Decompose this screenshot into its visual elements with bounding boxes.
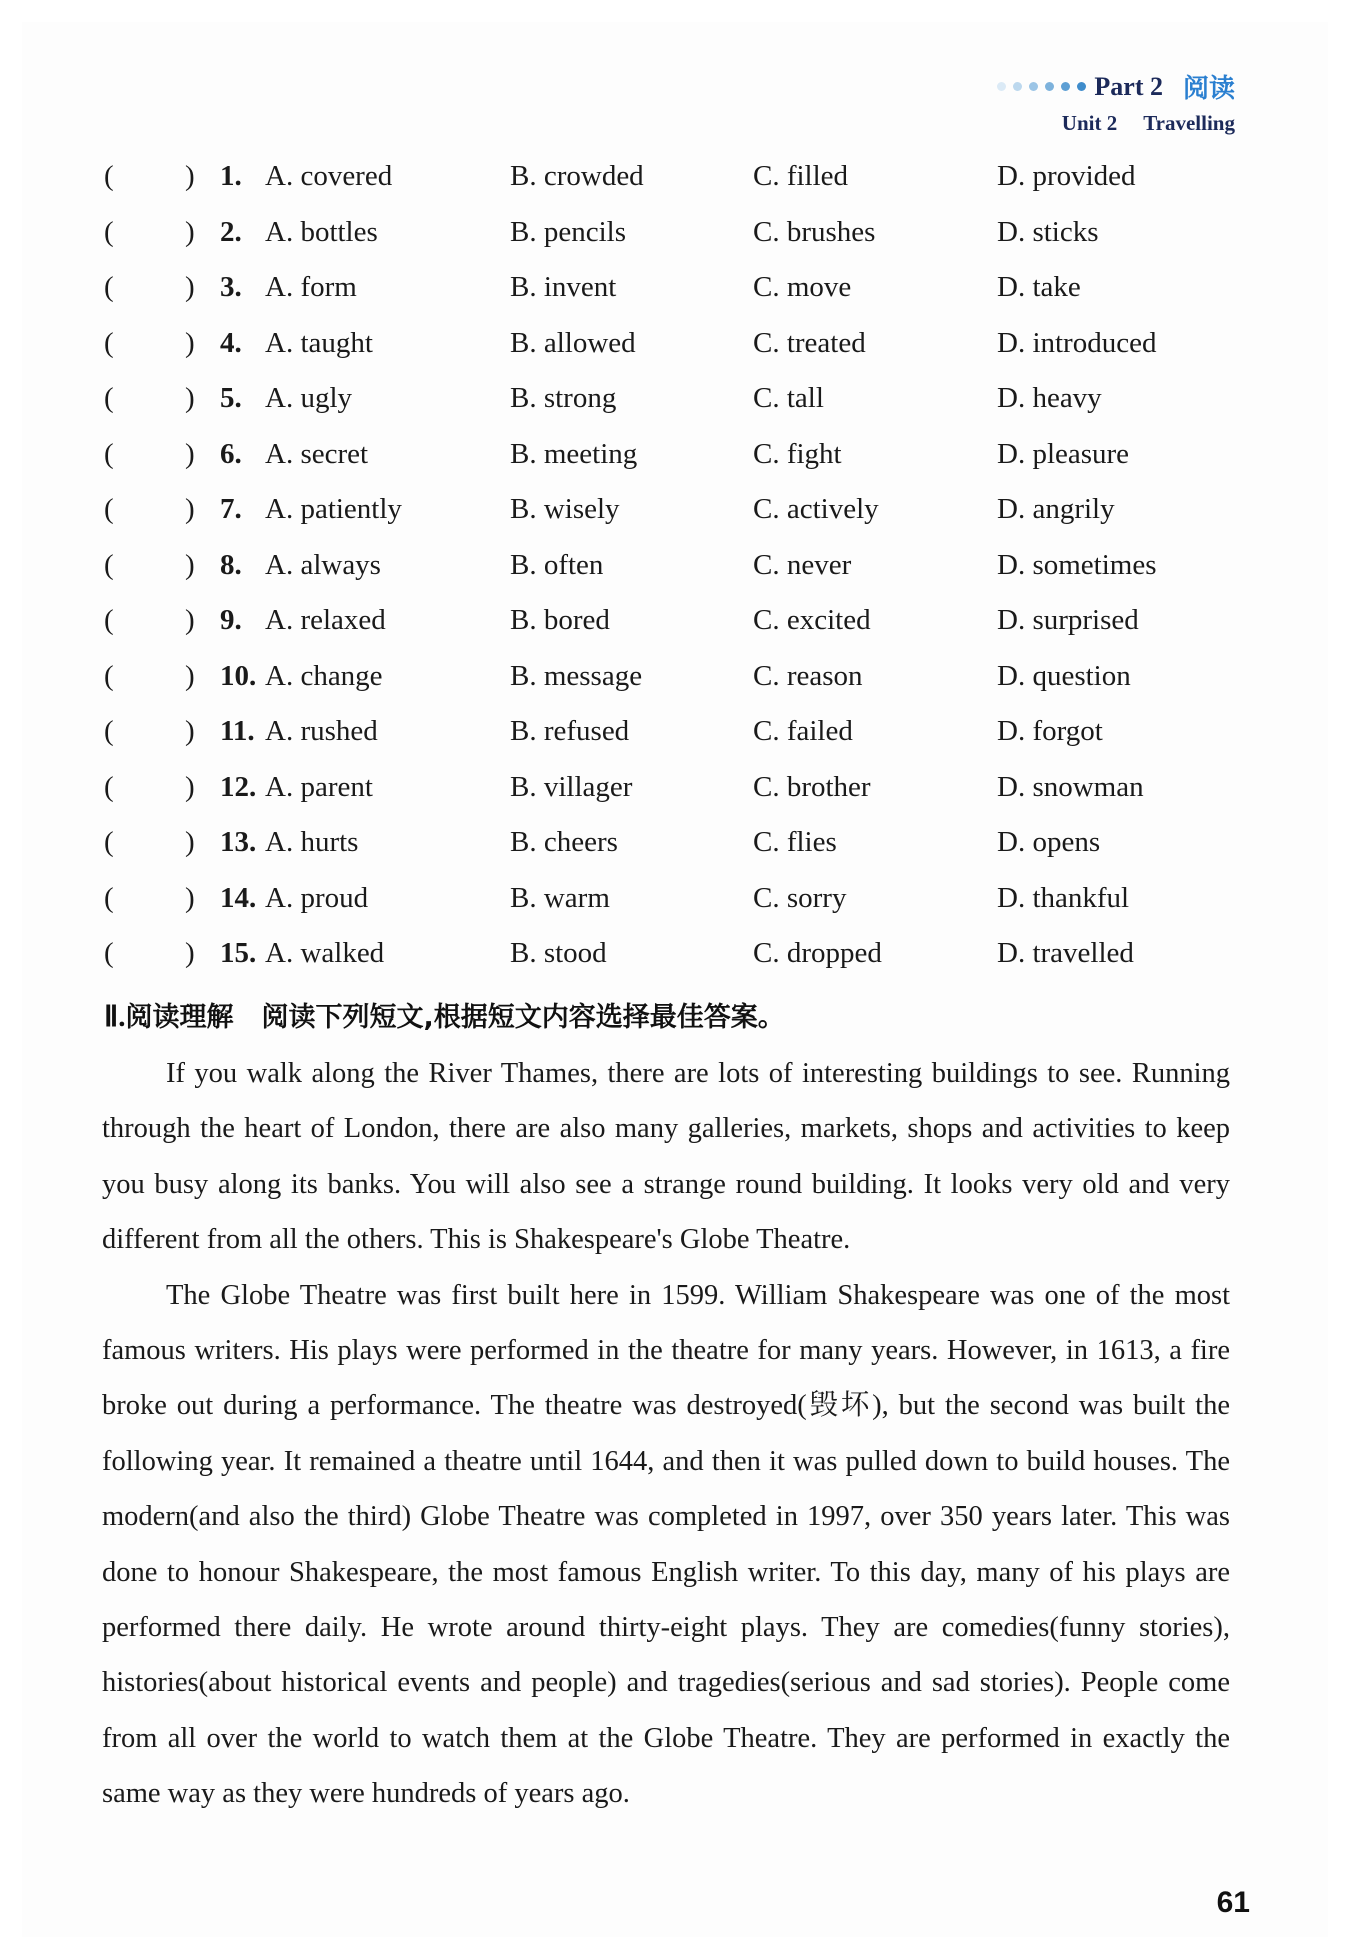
question-number: 5. [220,382,242,414]
option-c: C. move [753,271,852,303]
option-b: B. wisely [510,493,620,525]
question-number: 2. [220,215,242,248]
option-d: D. take [997,271,1081,303]
question-number: 8. [220,548,242,581]
option-b: B. villager [510,770,633,803]
option-a: A. secret [265,437,369,470]
answer-blank-close: ) [185,271,195,303]
question-number: 13. [220,826,257,858]
passage-paragraph: The Globe Theatre was first built here in 1599. William Shakespeare was one of the most famous writers. His plays were performed in the theatre for many years. However, in 1613, a fire broke out during a performance. The theatre was destroyed(毁坏), but the second was built the following year. It remained a theatre until 1644, and then it was pulled down to build houses. The modern(and also the third) Globe Theatre was completed in 1997, over 350 years later. This was done to honour Shakespeare, the most famous English writer. To this day, many of his plays are performed there daily. He wrote around thirty-eight plays. They are comedies(funny stories), histories(about historical events and people) and tragedies(serious and sad stories). People come from all over the world to watch them at the Globe Theatre. They are performed in exactly the same way as they were hundreds of years ago. [102,1279,1230,1810]
unit-label: Unit 2 [1061,111,1118,135]
question-number: 6. [220,437,242,470]
answer-blank-open: ( [104,937,114,969]
question-row [100,549,1240,605]
answer-blank-open: ( [104,160,114,192]
answer-blank-close: ) [185,715,195,747]
option-a: A. proud [265,881,369,914]
option-c: C. sorry [753,881,847,914]
answer-blank-open: ( [104,826,114,858]
answer-blank-close: ) [185,826,195,858]
header-top [990,68,1235,105]
option-d: D. pleasure [997,437,1130,470]
option-a: A. rushed [265,715,378,747]
part-label: Part 2 [1094,71,1163,101]
option-d: D. question [997,659,1131,692]
answer-blank-open: ( [104,271,114,303]
option-a: A. bottles [265,215,378,248]
question-row [100,882,1240,938]
page-header [990,68,1235,136]
option-d: D. snowman [997,770,1144,803]
question-row [100,382,1240,438]
option-c: C. never [753,548,852,581]
question-row [100,660,1240,716]
question-number: 14. [220,881,257,914]
unit-title: Travelling [1143,111,1235,135]
answer-blank-close: ) [185,548,195,581]
option-c: C. reason [753,659,863,692]
dot-icon [997,82,1006,91]
option-b: B. refused [510,715,630,747]
reading-passage [102,1046,1230,1822]
option-a: A. patiently [265,493,402,525]
question-number: 12. [220,770,257,803]
option-c: C. failed [753,715,853,747]
option-c: C. fight [753,437,842,470]
option-a: A. always [265,548,381,581]
option-d: D. sometimes [997,548,1157,581]
section-instruction: 阅读下列短文,根据短文内容选择最佳答案。 [261,1002,785,1033]
answer-blank-close: ) [185,215,195,248]
question-row [100,715,1240,771]
option-c: C. tall [753,382,824,414]
answer-blank-close: ) [185,160,195,192]
answer-blank-open: ( [104,881,114,914]
option-d: D. opens [997,826,1101,858]
option-c: C. brother [753,770,871,803]
question-number: 3. [220,271,242,303]
answer-blank-close: ) [185,604,195,636]
option-b: B. bored [510,604,610,636]
question-row [100,327,1240,383]
section-title: 阅读理解 [125,1002,234,1033]
unit-info [990,111,1235,136]
option-d: D. angrily [997,493,1115,525]
option-a: A. change [265,659,383,692]
option-b: B. invent [510,271,617,303]
part-cn-label: 阅读 [1182,74,1235,104]
question-row [100,771,1240,827]
option-a: A. parent [265,770,373,803]
page-number: 61 [1216,1886,1250,1919]
dot-icon [1045,82,1054,91]
answer-blank-open: ( [104,770,114,803]
question-number: 7. [220,493,242,525]
dot-icon [1029,82,1038,91]
option-d: D. introduced [997,326,1157,359]
question-list [100,160,1240,993]
answer-blank-close: ) [185,326,195,359]
answer-blank-close: ) [185,493,195,525]
answer-blank-open: ( [104,604,114,636]
answer-blank-open: ( [104,326,114,359]
option-c: C. filled [753,160,849,192]
answer-blank-close: ) [185,881,195,914]
option-c: C. excited [753,604,871,636]
option-d: D. sticks [997,215,1099,248]
question-row [100,604,1240,660]
question-row [100,438,1240,494]
passage-paragraph: If you walk along the River Thames, there are lots of interesting buildings to see. Running through the heart of London, there are also many galleries, markets, shops and activities to keep you busy along its banks. You will also see a strange round building. It looks very old and very different from all the others. This is Shakespeare's Globe Theatre. [102,1058,1230,1256]
option-b: B. warm [510,881,610,914]
decorative-dots [990,82,1086,91]
answer-blank-close: ) [185,437,195,470]
option-a: A. walked [265,937,385,969]
question-number: 1. [220,160,242,192]
option-a: A. hurts [265,826,359,858]
answer-blank-open: ( [104,215,114,248]
answer-blank-open: ( [104,548,114,581]
question-number: 9. [220,604,242,636]
option-c: C. treated [753,326,866,359]
question-row [100,493,1240,549]
option-a: A. covered [265,160,393,192]
option-b: B. allowed [510,326,636,359]
question-number: 10. [220,659,257,692]
option-b: B. pencils [510,215,626,248]
option-a: A. relaxed [265,604,386,636]
section-heading [104,995,785,1034]
dot-icon [1077,82,1086,91]
option-d: D. surprised [997,604,1139,636]
dot-icon [1013,82,1022,91]
option-b: B. crowded [510,160,644,192]
option-c: C. brushes [753,215,876,248]
question-row [100,937,1240,993]
option-d: D. forgot [997,715,1103,747]
option-d: D. heavy [997,382,1102,414]
option-d: D. travelled [997,937,1134,969]
answer-blank-close: ) [185,382,195,414]
question-number: 4. [220,326,242,359]
answer-blank-open: ( [104,493,114,525]
option-d: D. thankful [997,881,1130,914]
option-d: D. provided [997,160,1136,192]
option-b: B. often [510,548,604,581]
question-row [100,826,1240,882]
option-b: B. strong [510,382,617,414]
answer-blank-open: ( [104,382,114,414]
option-b: B. meeting [510,437,638,470]
question-number: 15. [220,937,257,969]
answer-blank-open: ( [104,659,114,692]
option-b: B. cheers [510,826,618,858]
question-number: 11. [220,715,255,747]
answer-blank-open: ( [104,437,114,470]
answer-blank-close: ) [185,937,195,969]
option-c: C. actively [753,493,879,525]
dot-icon [1061,82,1070,91]
option-b: B. message [510,659,643,692]
option-a: A. form [265,271,357,303]
option-c: C. flies [753,826,837,858]
question-row [100,160,1240,216]
option-b: B. stood [510,937,607,969]
section-number: Ⅱ. [104,1001,126,1033]
question-row [100,271,1240,327]
option-c: C. dropped [753,937,882,969]
question-row [100,216,1240,272]
option-a: A. ugly [265,382,352,414]
answer-blank-close: ) [185,659,195,692]
option-a: A. taught [265,326,373,359]
answer-blank-open: ( [104,715,114,747]
answer-blank-close: ) [185,770,195,803]
